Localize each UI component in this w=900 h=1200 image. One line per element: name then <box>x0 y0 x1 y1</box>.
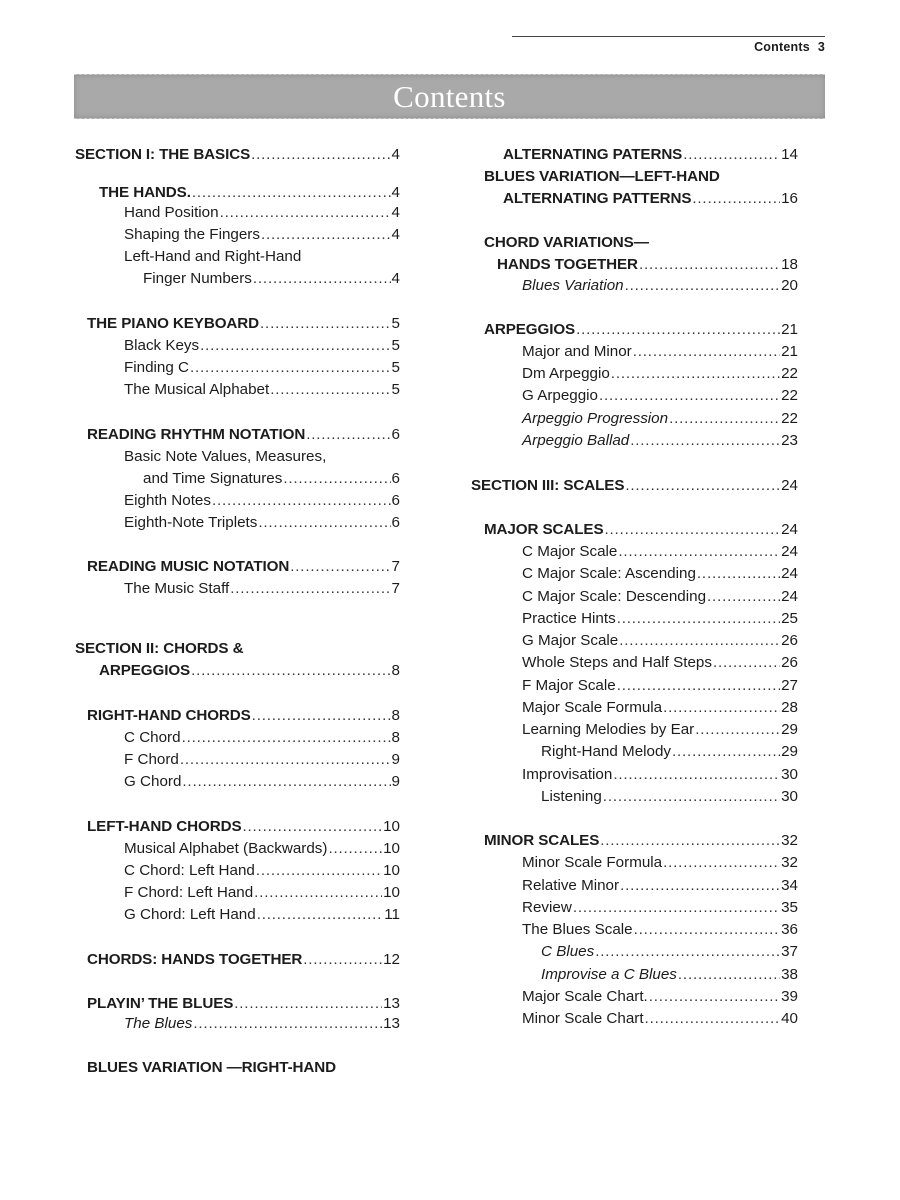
toc-entry-title: Left-Hand and Right-Hand <box>124 248 302 265</box>
toc-entry <box>484 167 798 187</box>
toc-entry <box>124 225 400 245</box>
toc-entry-title: G Chord: Left Hand <box>124 906 256 923</box>
toc-entry-title: THE HANDS. <box>99 184 191 201</box>
toc-entry-title: Review <box>522 899 572 916</box>
toc-entry-page-number: 6 <box>391 426 400 443</box>
toc-entry-page-number: 38 <box>781 966 798 983</box>
toc-dot-leader <box>182 728 391 748</box>
toc-entry-title: Hand Position <box>124 204 219 221</box>
toc-entry <box>87 314 400 334</box>
toc-dot-leader <box>672 742 780 762</box>
toc-entry <box>522 853 798 873</box>
toc-entry-page-number: 30 <box>781 766 798 783</box>
toc-entry <box>541 942 798 962</box>
toc-entry-page-number: 30 <box>781 788 798 805</box>
toc-entry-title: Minor Scale Formula <box>522 854 663 871</box>
toc-entry-title: THE PIANO KEYBOARD <box>87 315 260 332</box>
toc-entry <box>522 876 798 896</box>
toc-entry <box>522 1009 798 1029</box>
toc-entry-title: Arpeggio Progression <box>522 410 669 427</box>
toc-entry <box>124 447 400 467</box>
toc-dot-leader <box>603 787 780 807</box>
toc-entry <box>124 203 400 223</box>
toc-dot-leader <box>611 364 780 384</box>
toc-entry-page-number: 29 <box>781 743 798 760</box>
toc-entry-page-number: 10 <box>383 818 400 835</box>
toc-dot-leader <box>257 905 384 925</box>
toc-entry <box>124 1014 400 1034</box>
toc-entry-page-number: 4 <box>391 270 400 287</box>
toc-entry-page-number: 8 <box>391 662 400 679</box>
toc-entry <box>522 564 798 584</box>
toc-entry <box>87 817 400 837</box>
toc-dot-leader <box>707 587 780 607</box>
toc-entry-page-number: 8 <box>391 729 400 746</box>
toc-entry-page-number: 25 <box>781 610 798 627</box>
toc-entry <box>541 965 798 985</box>
toc-entry-page-number: 4 <box>391 146 400 163</box>
toc-entry <box>124 839 400 859</box>
toc-entry-title: ALTERNATING PATTERNS <box>503 190 692 207</box>
toc-entry <box>522 587 798 607</box>
toc-entry-title: PLAYIN’ THE BLUES <box>87 995 234 1012</box>
toc-entry-page-number: 21 <box>781 321 798 338</box>
toc-entry-title: HANDS TOGETHER <box>497 256 638 273</box>
toc-dot-leader <box>625 476 780 496</box>
toc-entry <box>484 520 798 540</box>
toc-entry-title: Finding C <box>124 359 189 376</box>
toc-dot-leader <box>261 225 391 245</box>
toc-entry <box>124 336 400 356</box>
toc-entry-title: G Arpeggio <box>522 387 598 404</box>
toc-entry-title: BLUES VARIATION —RIGHT-HAND <box>87 1059 337 1076</box>
toc-entry <box>124 358 400 378</box>
toc-entry-page-number: 5 <box>391 381 400 398</box>
toc-entry <box>124 380 400 400</box>
toc-entry <box>522 276 798 296</box>
toc-dot-leader <box>182 772 390 792</box>
toc-dot-leader <box>613 765 780 785</box>
toc-entry-title: MAJOR SCALES <box>484 521 604 538</box>
toc-dot-leader <box>190 358 391 378</box>
toc-entry-title: C Chord: Left Hand <box>124 862 255 879</box>
toc-dot-leader <box>573 898 780 918</box>
toc-entry-page-number: 29 <box>781 721 798 738</box>
toc-entry-page-number: 10 <box>383 840 400 857</box>
toc-dot-leader <box>634 920 781 940</box>
toc-entry-title: READING MUSIC NOTATION <box>87 558 290 575</box>
toc-entry-title: Dm Arpeggio <box>522 365 610 382</box>
toc-entry-page-number: 26 <box>781 632 798 649</box>
toc-dot-leader <box>683 145 780 165</box>
toc-entry-page-number: 32 <box>781 854 798 871</box>
toc-entry-page-number: 35 <box>781 899 798 916</box>
toc-dot-leader <box>669 409 780 429</box>
toc-entry-page-number: 7 <box>391 580 400 597</box>
page-title: Contents <box>393 79 506 114</box>
toc-entry-page-number: 10 <box>383 862 400 879</box>
toc-entry-page-number: 24 <box>781 477 798 494</box>
toc-dot-leader <box>600 831 780 851</box>
toc-entry-title: The Blues <box>124 1015 193 1032</box>
toc-dot-leader <box>713 653 780 673</box>
toc-entry-title: F Chord: Left Hand <box>124 884 254 901</box>
toc-dot-leader <box>604 520 780 540</box>
toc-entry-page-number: 6 <box>391 492 400 509</box>
toc-entry-page-number: 21 <box>781 343 798 360</box>
toc-dot-leader <box>258 513 390 533</box>
toc-entry-page-number: 24 <box>781 543 798 560</box>
toc-dot-leader <box>625 276 781 296</box>
toc-dot-leader <box>617 676 780 696</box>
toc-entry-title: Learning Melodies by Ear <box>522 721 695 738</box>
toc-entry-page-number: 34 <box>781 877 798 894</box>
toc-dot-leader <box>283 469 390 489</box>
toc-entry-title: Minor Scale Chart <box>522 1010 644 1027</box>
toc-entry-title: Major Scale Chart. <box>522 988 648 1005</box>
toc-entry-title: LEFT-HAND CHORDS <box>87 818 242 835</box>
toc-dot-leader <box>252 706 391 726</box>
toc-entry-title: and Time Signatures <box>143 470 283 487</box>
toc-entry <box>87 994 400 1014</box>
toc-entry <box>541 742 798 762</box>
toc-dot-leader <box>633 342 780 362</box>
toc-entry-page-number: 22 <box>781 365 798 382</box>
toc-dot-leader <box>253 269 391 289</box>
toc-dot-leader <box>234 994 382 1014</box>
toc-entry-title: C Blues <box>541 943 595 960</box>
toc-entry <box>522 898 798 918</box>
toc-entry-page-number: 23 <box>781 432 798 449</box>
toc-entry <box>124 491 400 511</box>
toc-dot-leader <box>620 876 780 896</box>
toc-entry-page-number: 28 <box>781 699 798 716</box>
toc-dot-leader <box>692 189 780 209</box>
toc-entry-title: C Major Scale: Ascending <box>522 565 696 582</box>
toc-entry-title: CHORD VARIATIONS— <box>484 234 649 251</box>
toc-entry-title: READING RHYTHM NOTATION <box>87 426 306 443</box>
toc-entry-title: ALTERNATING PATERNS <box>503 146 683 163</box>
toc-entry <box>124 513 400 533</box>
toc-entry <box>541 787 798 807</box>
toc-dot-leader <box>260 314 391 334</box>
toc-entry <box>522 765 798 785</box>
toc-entry-page-number: 5 <box>391 337 400 354</box>
toc-dot-leader <box>220 203 391 223</box>
toc-entry <box>87 1058 400 1078</box>
toc-entry <box>522 609 798 629</box>
toc-entry-page-number: 5 <box>391 315 400 332</box>
toc-entry-page-number: 14 <box>781 146 798 163</box>
toc-entry <box>99 661 400 681</box>
toc-dot-leader <box>649 987 780 1007</box>
toc-dot-leader <box>599 386 780 406</box>
contents-banner <box>74 74 825 119</box>
toc-entry-title: C Major Scale: Descending <box>522 588 707 605</box>
toc-entry <box>124 905 400 925</box>
toc-entry-title: C Major Scale <box>522 543 618 560</box>
toc-entry-title: Major Scale Formula <box>522 699 663 716</box>
toc-dot-leader <box>618 542 780 562</box>
toc-entry <box>522 631 798 651</box>
toc-entry <box>143 469 400 489</box>
toc-dot-leader <box>230 579 390 599</box>
toc-entry <box>484 831 798 851</box>
toc-entry <box>522 987 798 1007</box>
running-head-page-number: 3 <box>817 40 825 54</box>
toc-entry <box>522 653 798 673</box>
toc-dot-leader <box>290 557 390 577</box>
toc-dot-leader <box>243 817 383 837</box>
toc-entry-title: The Blues Scale <box>522 921 633 938</box>
toc-entry-title: Right-Hand Melody <box>541 743 671 760</box>
toc-entry <box>522 542 798 562</box>
toc-dot-leader <box>191 661 390 681</box>
toc-entry <box>87 706 400 726</box>
toc-entry <box>522 720 798 740</box>
toc-entry-page-number: 10 <box>383 884 400 901</box>
toc-entry-title: Relative Minor <box>522 877 620 894</box>
toc-dot-leader <box>192 183 391 203</box>
toc-entry <box>124 579 400 599</box>
toc-entry <box>124 883 400 903</box>
toc-entry-title: Eighth Notes <box>124 492 211 509</box>
toc-entry-page-number: 9 <box>391 773 400 790</box>
toc-dot-leader <box>619 631 780 651</box>
toc-entry-title: Major and Minor <box>522 343 632 360</box>
toc-entry-page-number: 9 <box>391 751 400 768</box>
toc-entry-title: Finger Numbers <box>143 270 252 287</box>
toc-entry-page-number: 4 <box>391 226 400 243</box>
toc-entry <box>124 728 400 748</box>
toc-entry-title: Improvisation <box>522 766 613 783</box>
toc-entry <box>497 255 798 275</box>
running-head-label: Contents <box>754 40 810 54</box>
toc-entry-page-number: 22 <box>781 410 798 427</box>
toc-dot-leader <box>256 861 382 881</box>
toc-entry-page-number: 12 <box>383 951 400 968</box>
toc-entry <box>75 145 400 165</box>
toc-entry <box>124 247 400 267</box>
toc-entry <box>503 145 798 165</box>
toc-entry-page-number: 26 <box>781 654 798 671</box>
toc-entry <box>87 425 400 445</box>
toc-entry <box>471 476 798 496</box>
toc-entry-title: Improvise a C Blues <box>541 966 677 983</box>
toc-entry-title: ARPEGGIOS <box>99 662 191 679</box>
toc-dot-leader <box>639 255 780 275</box>
toc-entry-title: ARPEGGIOS <box>484 321 576 338</box>
toc-dot-leader <box>328 839 382 859</box>
toc-entry-page-number: 8 <box>391 707 400 724</box>
toc-entry <box>99 183 400 203</box>
toc-dot-leader <box>695 720 780 740</box>
toc-dot-leader <box>200 336 390 356</box>
toc-dot-leader <box>193 1014 382 1034</box>
toc-dot-leader <box>630 431 780 451</box>
toc-entry-title: Blues Variation <box>522 277 624 294</box>
toc-dot-leader <box>617 609 780 629</box>
toc-entry-page-number: 5 <box>391 359 400 376</box>
toc-entry-title: Shaping the Fingers <box>124 226 260 243</box>
toc-entry <box>522 409 798 429</box>
toc-dot-leader <box>306 425 390 445</box>
toc-entry-page-number: 7 <box>391 558 400 575</box>
toc-entry <box>75 639 400 659</box>
toc-dot-leader <box>576 320 780 340</box>
toc-entry-title: Whole Steps and Half Steps <box>522 654 712 671</box>
toc-entry-page-number: 13 <box>383 995 400 1012</box>
toc-entry <box>522 920 798 940</box>
toc-entry <box>522 431 798 451</box>
toc-entry-title: SECTION I: THE BASICS <box>75 146 251 163</box>
toc-entry-page-number: 39 <box>781 988 798 1005</box>
toc-entry-title: G Chord <box>124 773 182 790</box>
toc-entry-page-number: 4 <box>391 204 400 221</box>
toc-entry-page-number: 24 <box>781 565 798 582</box>
toc-entry-page-number: 18 <box>781 256 798 273</box>
toc-dot-leader <box>678 965 780 985</box>
toc-entry-title: Listening <box>541 788 602 805</box>
toc-entry-page-number: 13 <box>383 1015 400 1032</box>
running-head <box>512 36 825 60</box>
toc-entry <box>87 950 400 970</box>
toc-entry <box>124 772 400 792</box>
toc-dot-leader <box>180 750 391 770</box>
toc-entry-title: CHORDS: HANDS TOGETHER <box>87 951 303 968</box>
toc-dot-leader <box>663 853 780 873</box>
toc-entry <box>522 676 798 696</box>
toc-entry-title: Practice Hints <box>522 610 616 627</box>
toc-entry-title: C Chord <box>124 729 181 746</box>
toc-entry-page-number: 24 <box>781 588 798 605</box>
toc-entry-title: BLUES VARIATION—LEFT-HAND <box>484 168 720 185</box>
toc-entry-page-number: 22 <box>781 387 798 404</box>
toc-entry <box>143 269 400 289</box>
toc-entry <box>522 364 798 384</box>
toc-entry-page-number: 32 <box>781 832 798 849</box>
toc-dot-leader <box>212 491 391 511</box>
toc-entry-title: The Music Staff <box>124 580 230 597</box>
toc-entry <box>503 189 798 209</box>
toc-entry <box>522 342 798 362</box>
toc-dot-leader <box>645 1009 781 1029</box>
toc-entry-title: The Musical Alphabet <box>124 381 270 398</box>
toc-entry-title: SECTION III: SCALES <box>471 477 625 494</box>
toc-entry-title: MINOR SCALES <box>484 832 600 849</box>
toc-entry-page-number: 6 <box>391 470 400 487</box>
toc-entry-page-number: 36 <box>781 921 798 938</box>
toc-entry-page-number: 37 <box>781 943 798 960</box>
toc-dot-leader <box>270 380 390 400</box>
toc-entry-page-number: 20 <box>781 277 798 294</box>
toc-entry <box>522 698 798 718</box>
toc-entry-page-number: 11 <box>384 906 400 923</box>
toc-entry <box>87 557 400 577</box>
toc-entry-page-number: 27 <box>781 677 798 694</box>
toc-entry <box>522 386 798 406</box>
toc-entry-title: Black Keys <box>124 337 200 354</box>
toc-entry <box>484 320 798 340</box>
toc-entry <box>124 750 400 770</box>
toc-dot-leader <box>254 883 382 903</box>
toc-entry-title: SECTION II: CHORDS & <box>75 640 244 657</box>
toc-entry-title: Eighth-Note Triplets <box>124 514 258 531</box>
toc-entry-title: F Chord <box>124 751 179 768</box>
toc-dot-leader <box>303 950 382 970</box>
toc-entry-title: G Major Scale <box>522 632 619 649</box>
toc-entry-page-number: 24 <box>781 521 798 538</box>
toc-entry-title: RIGHT-HAND CHORDS <box>87 707 251 724</box>
toc-entry-title: Basic Note Values, Measures, <box>124 448 327 465</box>
toc-dot-leader <box>595 942 780 962</box>
toc-entry <box>484 233 798 253</box>
toc-entry-page-number: 40 <box>781 1010 798 1027</box>
toc-entry-page-number: 16 <box>781 190 798 207</box>
toc-dot-leader <box>251 145 390 165</box>
toc-entry-page-number: 6 <box>391 514 400 531</box>
toc-entry <box>124 861 400 881</box>
toc-entry-title: F Major Scale <box>522 677 616 694</box>
toc-entry-title: Musical Alphabet (Backwards) <box>124 840 328 857</box>
toc-dot-leader <box>663 698 780 718</box>
toc-entry-page-number: 4 <box>391 184 400 201</box>
toc-dot-leader <box>697 564 780 584</box>
toc-entry-title: Arpeggio Ballad <box>522 432 630 449</box>
